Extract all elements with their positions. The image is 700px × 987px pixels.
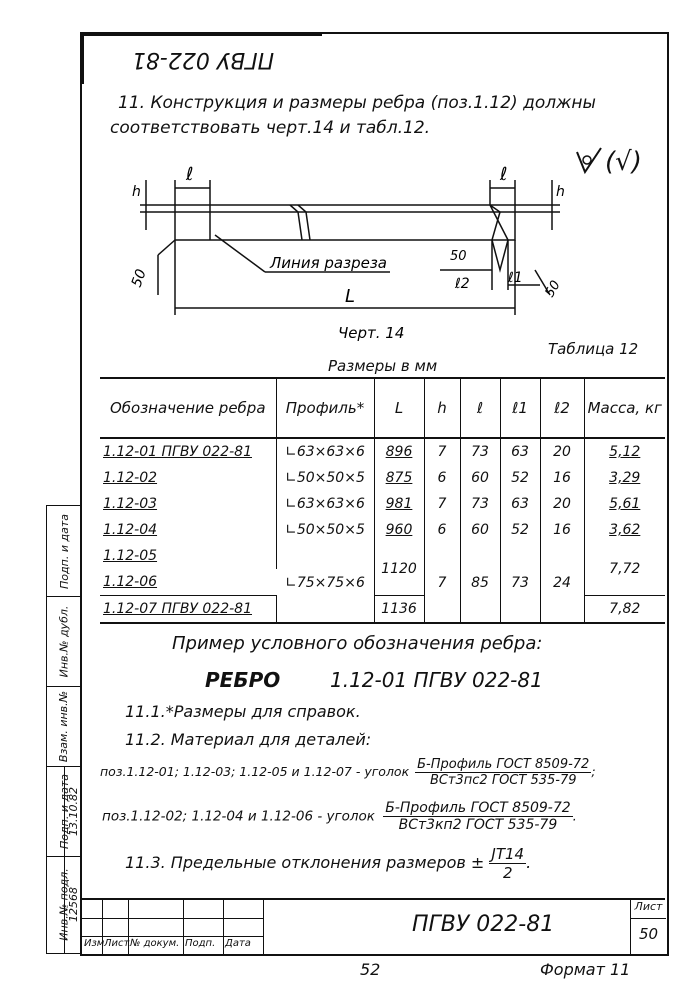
row-l2: 24 bbox=[540, 543, 584, 623]
note-11-1: 11.1.*Размеры для справок. bbox=[125, 702, 361, 721]
example-code: 1.12-01 ПГВУ 022-81 bbox=[330, 668, 543, 692]
row-name: 1.12-07 ПГВУ 022-81 bbox=[103, 601, 252, 617]
row-profile: 50×50×5 bbox=[296, 522, 365, 538]
section-cut bbox=[290, 205, 302, 240]
roughness-symbol bbox=[575, 146, 642, 177]
row-L: 1136 bbox=[374, 596, 424, 624]
row-name: 1.12-04 bbox=[103, 522, 158, 538]
side-label-orig-inv: Инв.№ подл. bbox=[57, 868, 71, 941]
row-L: 896 bbox=[385, 444, 413, 460]
row-mass: 3,62 bbox=[609, 522, 641, 538]
rib-outline bbox=[175, 205, 515, 240]
row-h: 7 bbox=[424, 438, 460, 465]
row-h: 7 bbox=[424, 491, 460, 517]
sheet-box bbox=[630, 900, 666, 954]
row-l2: 16 bbox=[540, 517, 584, 543]
row-h: 6 bbox=[424, 465, 460, 491]
material-2-end: . bbox=[572, 808, 577, 825]
label-h-right: h bbox=[556, 184, 565, 200]
row-l2: 16 bbox=[540, 465, 584, 491]
row-profile: 63×63×6 bbox=[296, 496, 365, 512]
drawing-14 bbox=[120, 160, 580, 345]
tolerance-den: 2 bbox=[502, 864, 513, 882]
material-1-steel: ВСт3пс2 ГОСТ 535-79 bbox=[429, 773, 577, 788]
material-2-steel: ВСт3кп2 ГОСТ 535-79 bbox=[398, 817, 558, 833]
row-h: 6 bbox=[424, 517, 460, 543]
note-11-3-end: . bbox=[526, 853, 532, 872]
row-name: 1.12-01 ПГВУ 022-81 bbox=[103, 444, 252, 460]
tolerance-num: JT14 bbox=[491, 845, 525, 863]
row-profile: 63×63×6 bbox=[296, 444, 365, 460]
para11-line2: соответствовать черт.14 и табл.12. bbox=[110, 118, 431, 138]
col-signature: Подп. bbox=[185, 938, 216, 949]
material-1-end: ; bbox=[591, 764, 596, 779]
material-line-2 bbox=[102, 800, 577, 833]
title-block bbox=[82, 898, 665, 954]
label-50-right: 50 bbox=[542, 278, 564, 300]
row-l: 73 bbox=[460, 491, 500, 517]
row-profile: 50×50×5 bbox=[296, 470, 365, 486]
label-l1: ℓ1 bbox=[508, 270, 523, 286]
row-L: 1120 bbox=[374, 543, 424, 596]
row-l1: 52 bbox=[500, 517, 540, 543]
example-word: РЕБРО bbox=[205, 668, 281, 692]
col-sheet: Лист bbox=[104, 938, 130, 949]
side-inv-number: 12568 bbox=[67, 887, 80, 922]
row-name: 1.12-05 bbox=[103, 548, 158, 564]
side-label-sign-date-2: Подп. и дата bbox=[57, 513, 71, 589]
col-date: Дата bbox=[225, 938, 251, 949]
th-h: h bbox=[424, 378, 460, 438]
side-label-dup-inv: Инв.№ дубл. bbox=[57, 605, 71, 677]
row-l: 60 bbox=[460, 517, 500, 543]
label-L: L bbox=[345, 286, 356, 307]
row-l1: 73 bbox=[500, 543, 540, 623]
table-row: 1.12-03 ∟63×63×6 981 7 73 63 20 5,61 bbox=[100, 491, 665, 517]
row-name: 1.12-03 bbox=[103, 496, 158, 512]
row-profile: 75×75×6 bbox=[296, 574, 365, 591]
label-50-mid: 50 bbox=[450, 249, 467, 264]
row-l1: 63 bbox=[500, 438, 540, 465]
row-l1: 63 bbox=[500, 491, 540, 517]
row-name: 1.12-06 bbox=[103, 574, 158, 590]
format-label: Формат 11 bbox=[540, 960, 631, 979]
label-l-left: ℓ bbox=[186, 164, 194, 185]
table-row: 1.12-04 ∟50×50×5 960 6 60 52 16 3,62 bbox=[100, 517, 665, 543]
row-mass: 7,82 bbox=[584, 596, 665, 624]
side-label-sign-date-1: Подп. и дата bbox=[57, 773, 71, 849]
label-50-left: 50 bbox=[128, 267, 150, 290]
row-l2: 20 bbox=[540, 491, 584, 517]
row-l: 85 bbox=[460, 543, 500, 623]
dimensions-table bbox=[100, 377, 665, 624]
row-h: 7 bbox=[424, 543, 460, 623]
section-line-label: Линия разреза bbox=[270, 254, 387, 272]
revision-headers bbox=[84, 938, 265, 949]
row-mass: 7,72 bbox=[584, 543, 665, 596]
row-L: 981 bbox=[385, 496, 413, 512]
col-change: Изм bbox=[84, 938, 105, 949]
th-designation: Обозначение ребра bbox=[100, 378, 276, 438]
th-l1: ℓ1 bbox=[500, 378, 540, 438]
table-header-row bbox=[100, 378, 665, 438]
table-units: Размеры в мм bbox=[328, 357, 438, 375]
row-mass: 5,61 bbox=[609, 496, 641, 512]
row-L: 960 bbox=[385, 522, 413, 538]
table-row: 1.12-02 ∟50×50×5 875 6 60 52 16 3,29 bbox=[100, 465, 665, 491]
row-mass: 5,12 bbox=[609, 444, 641, 460]
row-L: 875 bbox=[385, 470, 413, 486]
th-mass: Масса, кг bbox=[584, 378, 665, 438]
side-date-signed: 13.10.82 bbox=[67, 786, 81, 836]
material-2-profile: Б-Профиль ГОСТ 8509-72 bbox=[385, 800, 571, 816]
th-profile: Профиль* bbox=[276, 378, 374, 438]
th-l2: ℓ2 bbox=[540, 378, 584, 438]
label-l-right: ℓ bbox=[500, 164, 508, 185]
designation: ПГВУ 022-81 bbox=[412, 912, 555, 937]
material-line-1 bbox=[100, 757, 596, 788]
th-L: L bbox=[374, 378, 424, 438]
row-mass: 3,29 bbox=[609, 470, 641, 486]
material-2-positions: поз.1.12-02; 1.12-04 и 1.12-06 - уголок bbox=[102, 808, 375, 825]
sheet-number: 50 bbox=[638, 925, 659, 943]
example-title: Пример условного обозначения ребра: bbox=[172, 633, 543, 654]
para11-line1: 11. Конструкция и размеры ребра (поз.1.12) должны bbox=[118, 93, 596, 113]
sheet-label: Лист bbox=[631, 900, 666, 919]
material-1-positions: поз.1.12-01; 1.12-03; 1.12-05 и 1.12-07 - уголок bbox=[100, 764, 410, 779]
side-label-repl-inv: Взам. инв.№ bbox=[57, 690, 71, 762]
note-11-3-text: 11.3. Предельные отклонения размеров ± bbox=[125, 853, 485, 872]
page-number: 52 bbox=[360, 960, 381, 979]
row-l1: 52 bbox=[500, 465, 540, 491]
table-row: 1.12-01 ПГВУ 022-81 ∟63×63×6 896 7 73 63 20 5,12 bbox=[100, 438, 665, 465]
label-h-left: h bbox=[132, 184, 141, 200]
row-name: 1.12-02 bbox=[103, 470, 158, 486]
note-11-2: 11.2. Материал для деталей: bbox=[125, 730, 372, 749]
top-stamp-code bbox=[82, 34, 322, 84]
doc-code-rotated: ПГВУ 022-81 bbox=[131, 47, 275, 73]
table-number: Таблица 12 bbox=[548, 340, 639, 358]
side-stamp bbox=[46, 505, 81, 954]
col-doc-no: № докум. bbox=[130, 938, 180, 949]
th-l: ℓ bbox=[460, 378, 500, 438]
row-l: 60 bbox=[460, 465, 500, 491]
row-l2: 20 bbox=[540, 438, 584, 465]
note-11-3 bbox=[125, 845, 531, 882]
row-l: 73 bbox=[460, 438, 500, 465]
table-row: 1.12-05 ∟75×75×6 1120 7 85 73 24 7,72 bbox=[100, 543, 665, 569]
material-1-profile: Б-Профиль ГОСТ 8509-72 bbox=[417, 757, 590, 772]
drawing-caption: Черт. 14 bbox=[338, 324, 405, 342]
label-l2: ℓ2 bbox=[455, 276, 470, 292]
roughness-paren: (√) bbox=[605, 147, 642, 177]
